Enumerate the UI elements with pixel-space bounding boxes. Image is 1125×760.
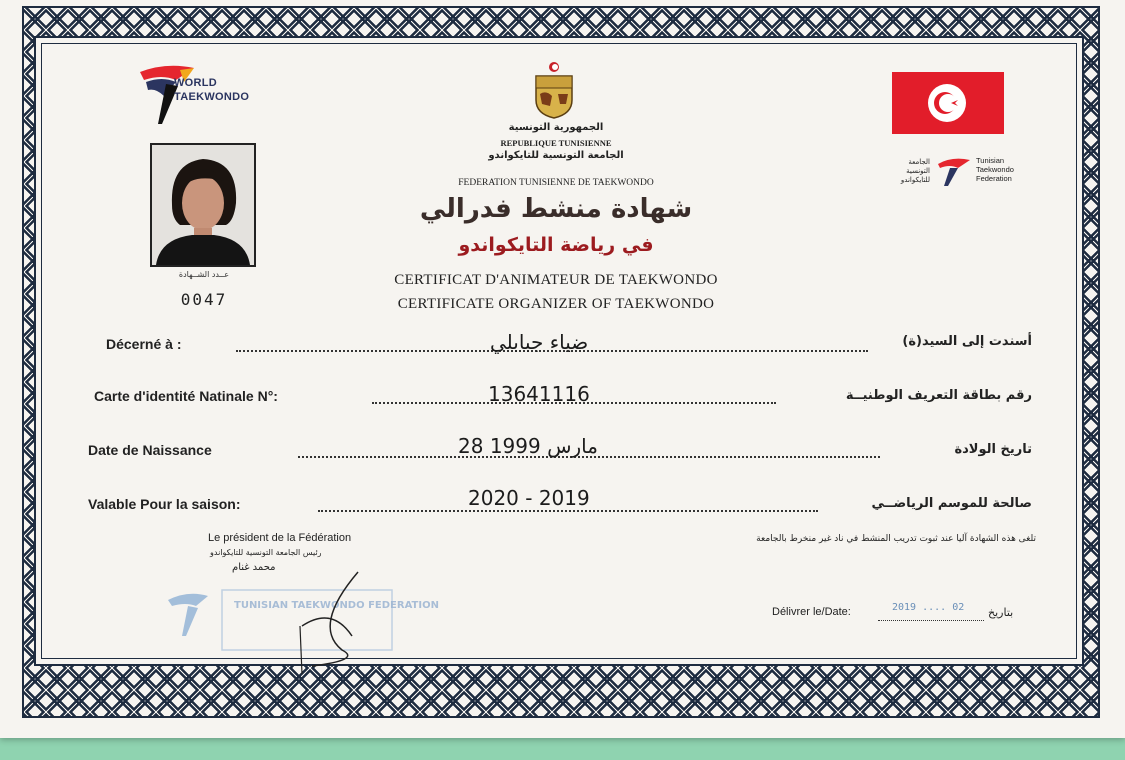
- awarded-value: ضياء جبابلي: [490, 330, 589, 354]
- president-title-ar: رئيس الجامعة التونسية للتايكواندو: [210, 548, 322, 557]
- birth-value: 28 مارس 1999: [458, 434, 598, 458]
- federation-arabic: الجامعة التونسية للتايكواندو: [488, 150, 624, 161]
- republic-french: REPUBLIQUE TUNISIENNE: [500, 138, 612, 148]
- federation-logo-arabic: [882, 158, 930, 185]
- id-label-fr: Carte d'identité Natinale N°:: [94, 388, 278, 404]
- tunisia-flag: [892, 72, 1004, 134]
- delivered-label-ar: بتاريخ: [988, 606, 1014, 619]
- president-name: محمد غنام: [232, 562, 276, 573]
- federation-french: FEDERATION TUNISIENNE DE TAEKWONDO: [458, 178, 654, 188]
- crescent-star-icon: [928, 84, 966, 122]
- season-label-fr: Valable Pour la saison:: [88, 496, 241, 512]
- season-dotted-line: [318, 510, 818, 512]
- delivered-label-fr: Délivrer le/Date:: [772, 606, 851, 618]
- fed-en-line2: Taekwondo: [976, 165, 1014, 174]
- fed-ar-line1: الجامعة: [908, 158, 930, 166]
- season-label-ar: صالحة للموسم الرياضــي: [871, 496, 1032, 511]
- notice-arabic: تلغى هذه الشهادة آليا عند ثبوت تدريب المنشط في ناد غير منخرط بالجامعة: [756, 534, 1036, 544]
- fed-en-line1: Tunisian: [976, 156, 1005, 165]
- birth-label-ar: تاريخ الولادة: [954, 442, 1032, 457]
- president-title-fr: Le président de la Fédération: [208, 532, 352, 544]
- fed-ar-line2: التونسية: [906, 167, 930, 175]
- holder-photo: [150, 143, 256, 267]
- flag-disc: [928, 84, 966, 122]
- certificate-number-label: عــدد الشــهادة: [178, 270, 230, 279]
- delivered-dotted-line: [878, 620, 984, 621]
- id-label-ar: رقم بطاقة التعريف الوطنيــة: [845, 388, 1032, 403]
- federation-logo-english: [976, 156, 1014, 183]
- federation-emblem-icon: [936, 154, 972, 188]
- birth-label-fr: Date de Naissance: [88, 442, 212, 458]
- certificate-body: [34, 36, 1084, 666]
- certificate-title-english: CERTIFICATE ORGANIZER OF TAEKWONDO: [397, 296, 715, 312]
- fed-ar-line3: للتايكواندو: [900, 176, 930, 184]
- certificate-subtitle-arabic: في رياضة التايكواندو: [458, 234, 654, 256]
- certificate-number: 0047: [180, 290, 228, 309]
- id-value: 13641116: [488, 382, 590, 406]
- awarded-label-ar: أسندت إلى السيد(ة): [902, 334, 1032, 349]
- certificate-title-arabic: شهادة منشط فدرالي: [419, 194, 693, 224]
- stamp-text: TUNISIAN TAEKWONDO FEDERATION: [234, 600, 439, 611]
- logo-line-taekwondo: TAEKWONDO: [174, 91, 250, 103]
- logo-line-world: WORLD: [174, 77, 218, 89]
- world-taekwondo-wordmark: [174, 76, 249, 104]
- person-silhouette-icon: [152, 145, 254, 265]
- coat-of-arms-icon: [528, 60, 580, 120]
- delivered-value: 2019 .... 02: [892, 602, 965, 613]
- certificate-title-french: CERTIFICAT D'ANIMATEUR DE TAEKWONDO: [394, 272, 718, 288]
- awarded-label-fr: Décerné à :: [106, 336, 182, 352]
- fed-en-line3: Federation: [976, 174, 1012, 183]
- season-value: 2020 - 2019: [468, 486, 590, 510]
- federation-stamp-icon: [162, 566, 439, 676]
- republic-arabic: الجمهورية التونسية: [508, 122, 604, 133]
